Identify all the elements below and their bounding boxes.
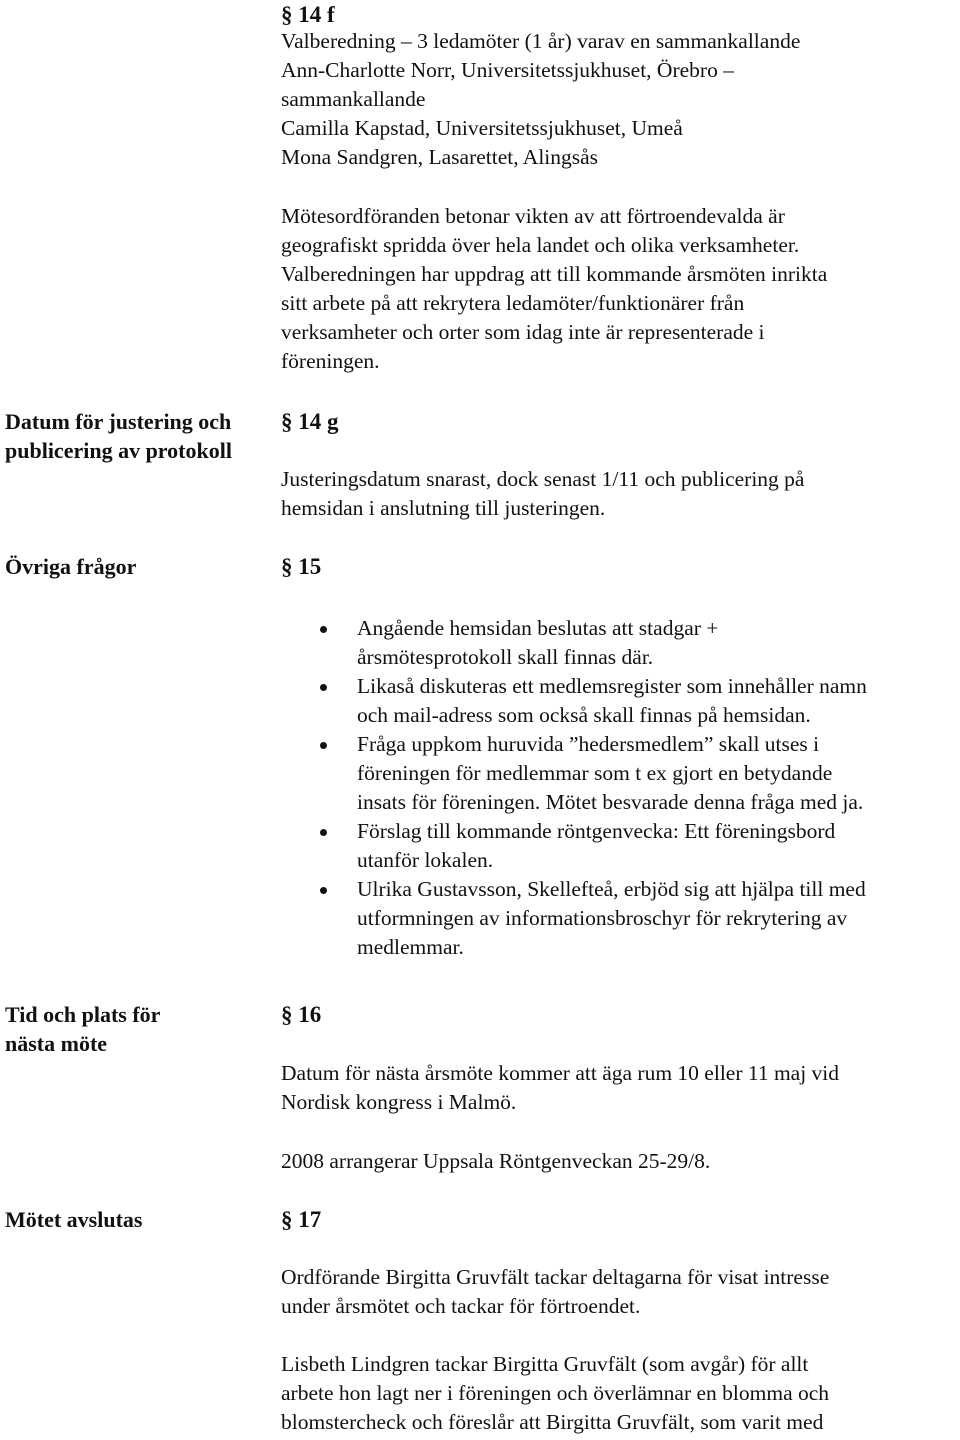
text-line: Likaså diskuteras ett medlemsregister som innehåller namn	[357, 674, 867, 698]
closing-paragraph-1	[281, 1263, 829, 1321]
election-committee-paragraph	[281, 202, 827, 376]
section-heading-16: § 16	[281, 1002, 322, 1027]
text-line: Valberedning – 3 ledamöter (1 år) varav en sammankallande	[281, 29, 801, 53]
text-line: Justeringsdatum snarast, dock senast 1/11 och publicering på	[281, 467, 805, 491]
text-line: sitt arbete på att rekrytera ledamöter/funktionärer från	[281, 291, 745, 315]
bullet-icon	[320, 887, 327, 894]
section-heading-14f: § 14 f	[281, 2, 335, 27]
text-line: Nordisk kongress i Malmö.	[281, 1090, 517, 1114]
bullet-icon	[320, 684, 327, 691]
side-label-meeting-closed: Mötet avslutas	[5, 1207, 143, 1232]
other-issues-list	[281, 614, 960, 962]
text-line: Ann-Charlotte Norr, Universitetssjukhuset, Örebro –	[281, 58, 734, 82]
adjustment-text	[281, 465, 804, 523]
text-line: Mötesordföranden betonar vikten av att förtroendevalda är	[281, 204, 785, 228]
text-line: medlemmar.	[357, 935, 464, 959]
list-item	[281, 817, 960, 875]
text-line: under årsmötet och tackar för förtroendet.	[281, 1294, 641, 1318]
side-label-next-meeting	[5, 1000, 160, 1058]
text-line: Ordförande Birgitta Gruvfält tackar deltagarna för visat intresse	[281, 1265, 830, 1289]
side-label-other-issues: Övriga frågor	[5, 554, 137, 579]
label-line: Tid och plats för	[5, 1002, 161, 1027]
text-line: hemsidan i anslutning till justeringen.	[281, 496, 606, 520]
list-item	[281, 672, 960, 730]
section-heading-17: § 17	[281, 1207, 322, 1232]
side-label-adjustment	[5, 407, 232, 465]
closing-paragraph-2	[281, 1350, 829, 1437]
text-line: Valberedningen har uppdrag att till kommande årsmöten inrikta	[281, 262, 828, 286]
text-line: Lisbeth Lindgren tackar Birgitta Gruvfält (som avgår) för allt	[281, 1352, 809, 1376]
text-line: Fråga uppkom huruvida ”hedersmedlem” skall utses i	[357, 732, 820, 756]
text-line: föreningen.	[281, 349, 380, 373]
section-heading-15: § 15	[281, 554, 322, 579]
label-line: publicering av protokoll	[5, 438, 232, 463]
text-line: Förslag till kommande röntgenvecka: Ett föreningsbord	[357, 819, 836, 843]
text-line: årsmötesprotokoll skall finnas där.	[357, 645, 654, 669]
label-line: Datum för justering och	[5, 409, 232, 434]
text-line: verksamheter och orter som idag inte är representerade i	[281, 320, 765, 344]
text-line: Mona Sandgren, Lasarettet, Alingsås	[281, 145, 599, 169]
text-line: insats för föreningen. Mötet besvarade denna fråga med ja.	[357, 790, 864, 814]
bullet-icon	[320, 742, 327, 749]
text-line: föreningen för medlemmar som t ex gjort en betydande	[357, 761, 833, 785]
text-line: utanför lokalen.	[357, 848, 494, 872]
text-line: Camilla Kapstad, Universitetssjukhuset, Umeå	[281, 116, 683, 140]
list-item	[281, 614, 960, 672]
text-line: Datum för nästa årsmöte kommer att äga rum 10 eller 11 maj vid	[281, 1061, 840, 1085]
text-line: utformningen av informationsbroschyr för rekrytering av	[357, 906, 848, 930]
next-meeting-text	[281, 1059, 839, 1117]
text-line: geografiskt spridda över hela landet och olika verksamheter.	[281, 233, 800, 257]
bullet-icon	[320, 626, 327, 633]
text-line: och mail-adress som också skall finnas på hemsidan.	[357, 703, 811, 727]
text-line: blomstercheck och föreslår att Birgitta Gruvfält, som varit med	[281, 1410, 824, 1434]
next-year-text: 2008 arrangerar Uppsala Röntgenveckan 25-29/8.	[281, 1149, 711, 1173]
label-line: nästa möte	[5, 1031, 108, 1056]
text-line: Ulrika Gustavsson, Skellefteå, erbjöd sig att hjälpa till med	[357, 877, 866, 901]
text-line: arbete hon lagt ner i föreningen och överlämnar en blomma och	[281, 1381, 830, 1405]
text-line: Angående hemsidan beslutas att stadgar +	[357, 616, 719, 640]
list-item	[281, 730, 960, 817]
list-item	[281, 875, 960, 962]
election-committee-text	[281, 27, 800, 172]
section-heading-14g: § 14 g	[281, 409, 339, 434]
text-line: sammankallande	[281, 87, 426, 111]
bullet-icon	[320, 829, 327, 836]
